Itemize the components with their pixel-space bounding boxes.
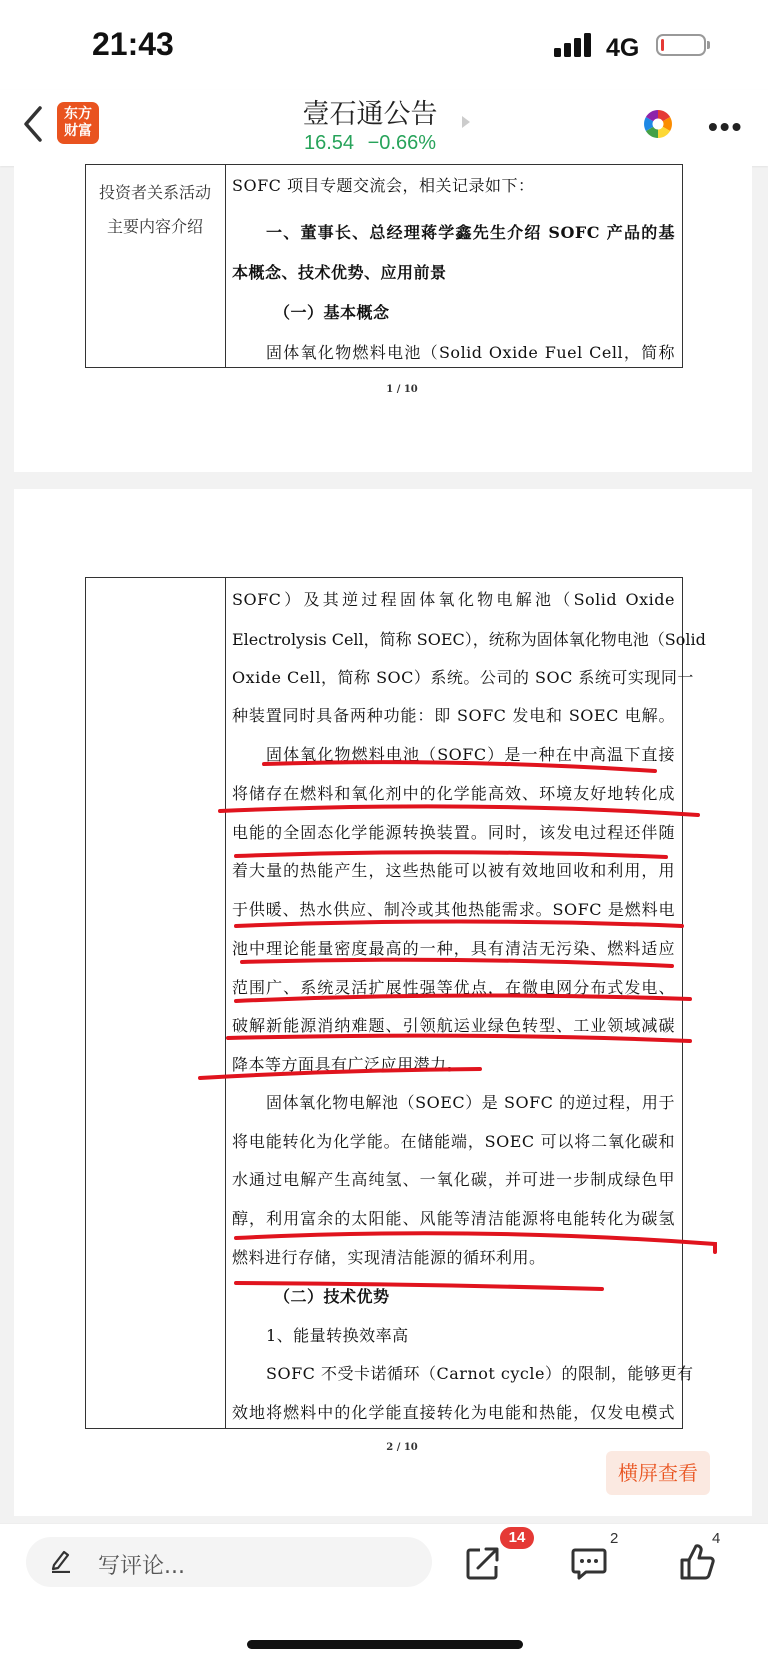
doc-line: 池中理论能量密度最高的一种，具有清洁无污染、燃料适应 <box>232 939 675 958</box>
landscape-view-button[interactable]: 横屏查看 <box>606 1451 710 1495</box>
stock-quote[interactable] <box>200 132 540 155</box>
table-left-label: 投资者关系活动 <box>98 183 211 202</box>
more-menu-icon[interactable]: ••• <box>708 111 744 142</box>
doc-heading: 一、董事长、总经理蒋学鑫先生介绍 SOFC 产品的基 <box>266 223 675 242</box>
doc-line: 于供暖、热水供应、制冷或其他热能需求。SOFC 是燃料电 <box>232 900 675 919</box>
back-arrow-icon[interactable] <box>22 104 44 144</box>
comment-icon[interactable] <box>570 1544 608 1582</box>
page-title: 壹石通公告 <box>302 99 438 130</box>
doc-line: SOFC）及其逆过程固体氧化物电解池（Solid Oxide <box>232 590 675 609</box>
battery-icon <box>656 34 706 56</box>
doc-line: 效地将燃料中的化学能直接转化为电能和热能，仅发电模式 <box>232 1403 675 1422</box>
doc-line: 将电能转化为化学能。在储能端，SOEC 可以将二氧化碳和 <box>232 1132 675 1151</box>
doc-line: 将储存在燃料和氧化剂中的化学能高效、环境友好地转化成 <box>232 784 675 803</box>
signal-icon <box>554 33 598 57</box>
doc-line: 降本等方面具有广泛应用潜力。 <box>232 1055 464 1074</box>
doc-line: 固体氧化物燃料电池（SOFC）是一种在中高温下直接 <box>266 745 675 764</box>
status-time: 21:43 <box>92 26 174 62</box>
page-number: 1 / 10 <box>386 384 418 395</box>
doc-subheading: （二）技术优势 <box>274 1287 390 1306</box>
color-wheel-icon[interactable] <box>643 109 673 139</box>
doc-line: 着大量的热能产生，这些热能可以被有效地回收和利用，用 <box>232 861 675 880</box>
page-number: 2 / 10 <box>386 1442 418 1453</box>
like-count: 4 <box>712 1530 721 1547</box>
stock-price: 16.54 <box>303 132 355 154</box>
like-thumbs-up-icon[interactable] <box>678 1542 716 1582</box>
doc-line: 1、能量转换效率高 <box>266 1326 409 1345</box>
battery-tip <box>707 41 710 49</box>
comment-input[interactable] <box>26 1537 432 1587</box>
table-left-label: 主要内容介绍 <box>106 217 203 236</box>
doc-line: SOFC 不受卡诺循环（Carnot cycle）的限制，能够更有 <box>266 1364 694 1383</box>
home-indicator <box>247 1640 523 1649</box>
share-count-badge: 14 <box>500 1527 534 1549</box>
pencil-icon <box>48 1547 74 1573</box>
network-type: 4G <box>606 34 640 62</box>
doc-line: 固体氧化物电解池（SOEC）是 SOFC 的逆过程，用于 <box>266 1093 675 1112</box>
stock-change: −0.66% <box>367 132 436 154</box>
app-logo[interactable]: 东方 财富 <box>57 102 99 144</box>
doc-line: 燃料进行存储，实现清洁能源的循环利用。 <box>232 1248 546 1267</box>
caret-right-icon <box>462 116 470 128</box>
comment-placeholder[interactable]: 写评论... <box>98 1554 185 1579</box>
doc-heading: 本概念、技术优势、应用前景 <box>232 263 447 282</box>
doc-line: 种装置同时具备两种功能：即 SOFC 发电和 SOEC 电解。 <box>232 706 675 725</box>
doc-line: 固体氧化物燃料电池（Solid Oxide Fuel Cell，简称 <box>266 343 675 362</box>
doc-subheading: （一）基本概念 <box>274 303 390 322</box>
doc-line: 水通过电解产生高纯氢、一氧化碳，并可进一步制成绿色甲 <box>232 1170 675 1189</box>
doc-line: 破解新能源消纳难题、引领航运业绿色转型、工业领域减碳 <box>232 1016 675 1035</box>
doc-line: 范围广、系统灵活扩展性强等优点，在微电网分布式发电、 <box>232 978 675 997</box>
doc-line: Oxide Cell，简称 SOC）系统。公司的 SOC 系统可实现同一 <box>232 668 694 687</box>
doc-line: SOFC 项目专题交流会，相关记录如下： <box>232 176 535 195</box>
comment-count: 2 <box>610 1530 619 1547</box>
doc-line: 电能的全固态化学能源转换装置。同时，该发电过程还伴随 <box>232 823 675 842</box>
share-icon[interactable] <box>464 1544 502 1582</box>
doc-line: Electrolysis Cell，简称 SOEC），统称为固体氧化物电池（Solid <box>232 630 706 649</box>
doc-line: 醇，利用富余的太阳能、风能等清洁能源将电能转化为碳氢 <box>232 1209 675 1228</box>
